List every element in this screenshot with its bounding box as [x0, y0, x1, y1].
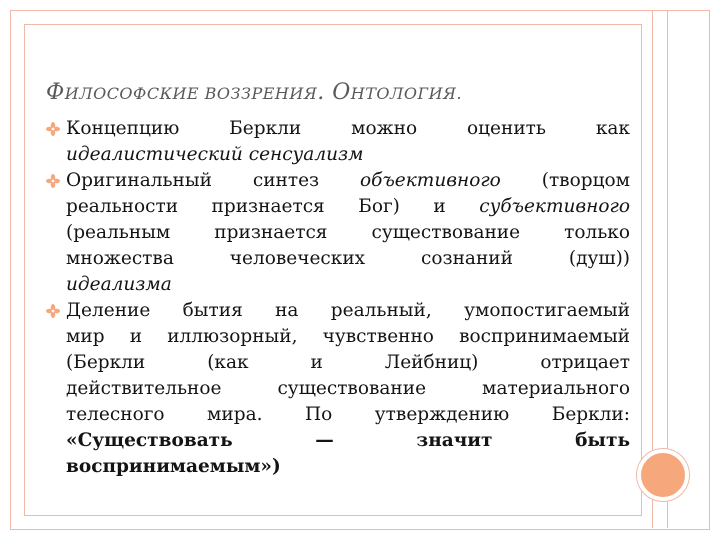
- bullet-2-objective: объективного: [360, 170, 501, 191]
- bullet-3-quote-line-2: воспринимаемым»): [66, 456, 281, 477]
- bullet-2-text-c: (творцом: [500, 170, 630, 191]
- slide-title: [46, 80, 462, 105]
- bullet-3-line-1: Деление бытия на реальный, умопостигаемый: [66, 300, 630, 321]
- bullet-3-line-5: телесного мира. По утверждению Беркли:: [66, 404, 630, 425]
- bullet-2-line-2: [66, 194, 630, 220]
- title-part2-first: О: [324, 80, 351, 105]
- bullet-item-1: [46, 116, 630, 168]
- bullet-2-line-4: множества человеческих сознаний (душ)): [66, 248, 630, 269]
- title-part2-rest: НТОЛОГИЯ: [350, 84, 457, 103]
- bullet-list: [46, 116, 630, 480]
- diamond-flower-icon: [46, 304, 60, 318]
- bullet-2-text-d: реальности признается Бог) и: [66, 196, 480, 217]
- bullet-3-line-2: мир и иллюзорный, чувственно воспринимаемый: [66, 326, 630, 347]
- bullet-1-line-1: Концепцию Беркли можно оценить как: [66, 118, 630, 139]
- title-dot: .: [317, 80, 325, 105]
- bullet-2-subjective: субъективного: [479, 196, 630, 217]
- title-part1-first: Ф: [46, 80, 65, 105]
- bullet-item-2: [46, 168, 630, 298]
- title-part1-rest: ИЛОСОФСКИЕ ВОЗЗРЕНИЯ: [64, 84, 318, 103]
- bullet-2-text-a: Оригинальный синтез: [66, 170, 361, 191]
- bullet-2-line-5: идеализма: [66, 274, 172, 295]
- decorative-circle: [637, 449, 689, 501]
- bullet-2-line-1: [66, 168, 630, 194]
- bullet-1-line-2: идеалистический сенсуализм: [66, 144, 364, 165]
- bullet-3-line-4: действительное существование материального: [66, 378, 630, 399]
- bullet-item-3: [46, 298, 630, 480]
- title-part2-dot: .: [456, 84, 463, 103]
- bullet-3-line-3: (Беркли (как и Лейбниц) отрицает: [66, 352, 630, 373]
- diamond-flower-icon: [46, 174, 60, 188]
- diamond-flower-icon: [46, 122, 60, 136]
- bullet-2-line-3: (реальным признается существование только: [66, 222, 630, 243]
- bullet-3-quote-line-1: «Существовать — значит быть: [66, 430, 630, 451]
